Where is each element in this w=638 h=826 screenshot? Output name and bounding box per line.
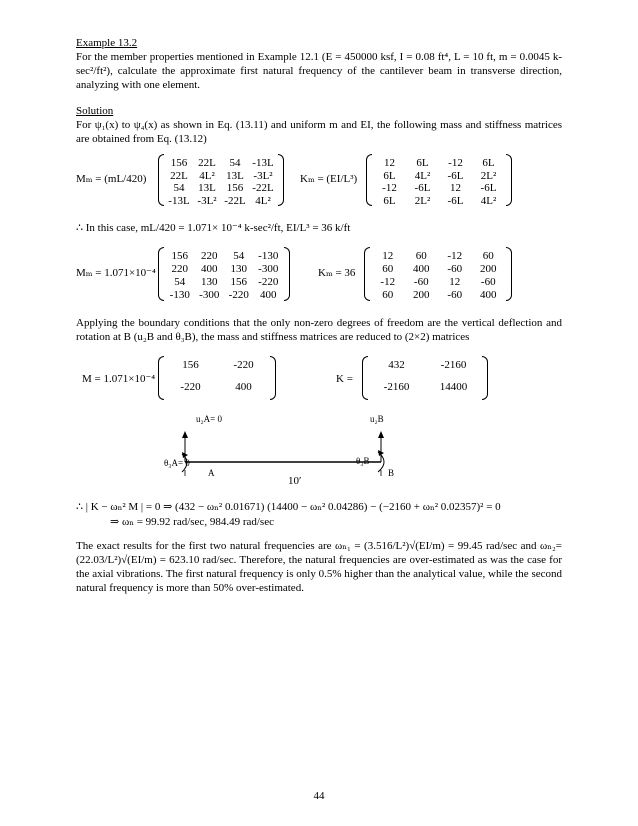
matrix-row <box>158 275 290 287</box>
matrix-cell: -130 <box>169 289 190 301</box>
matrix-cell: 4L² <box>414 169 431 182</box>
matrix-cell: 12 <box>382 250 394 262</box>
matrix-cell: 14400 <box>439 381 468 393</box>
matrix-cell: 12 <box>384 157 395 169</box>
matrix-row <box>362 358 488 370</box>
matrix-row <box>366 169 512 181</box>
matrix-cell: 400 <box>480 289 497 301</box>
symbolic-mass-label: Mₘ = (mL/420) <box>76 173 147 185</box>
matrix-cell: 54 <box>229 157 241 169</box>
matrix-cell: -60 <box>447 289 463 301</box>
matrix-cell: 130 <box>201 276 218 288</box>
matrix-cell: -13L <box>252 157 274 169</box>
theta3b-label: θ₃B <box>356 456 370 466</box>
reduced-stiffness-matrix <box>362 356 488 400</box>
matrix-row <box>366 156 512 168</box>
numeric-stiffness-label: Kₘ = 36 <box>318 267 356 279</box>
u2a-label: u₂A= 0 <box>196 414 222 424</box>
matrix-cell: 6L <box>383 169 396 182</box>
arrowhead-b <box>378 431 384 438</box>
matrix-row <box>364 288 512 300</box>
matrix-row <box>158 380 276 392</box>
matrix-cell: -220 <box>228 289 249 301</box>
label-b: B <box>388 468 395 478</box>
matrix-cell: -2160 <box>440 359 467 371</box>
matrix-cell: 54 <box>174 276 186 288</box>
matrix-cell: -6L <box>447 194 464 207</box>
matrix-cell: -220 <box>180 381 201 393</box>
matrix-cell: 13L <box>226 169 244 182</box>
matrix-cell: 400 <box>201 263 218 275</box>
matrix-cell: -12 <box>382 182 397 194</box>
matrix-cell: 12 <box>449 276 461 288</box>
matrix-cell: -300 <box>199 289 220 301</box>
matrix-cell: 60 <box>382 289 394 301</box>
matrix-cell: 200 <box>413 289 430 301</box>
matrix-cell: -60 <box>480 276 496 288</box>
matrix-cell: 22L <box>198 157 216 169</box>
matrix-cell: 156 <box>171 250 188 262</box>
matrix-cell: 6L <box>482 157 495 169</box>
matrix-cell: -3L² <box>197 194 217 207</box>
symbolic-stiffness-matrix <box>366 154 512 206</box>
matrix-cell: 220 <box>171 263 188 275</box>
label-a: A <box>208 468 215 478</box>
matrix-row <box>158 249 290 261</box>
matrix-cell: -60 <box>413 276 429 288</box>
reduced-stiffness-label: K = <box>336 373 353 385</box>
solution-text: For ψ₁(x) to ψ₄(x) as shown in Eq. (13.11) and uniform m and EI, the following mass and stiffness matrices are obtained from Eq. (13.12) <box>76 119 562 145</box>
matrix-row <box>158 288 290 300</box>
matrix-cell: 156 <box>226 182 244 194</box>
matrix-cell: -2160 <box>383 381 410 393</box>
reduced-mass-label: M = 1.071×10⁻⁴ <box>82 373 156 385</box>
solution-section <box>76 104 562 146</box>
matrix-cell: -60 <box>447 263 463 275</box>
matrix-cell: 400 <box>235 381 252 393</box>
numeric-stiffness-matrix <box>364 247 512 301</box>
matrix-cell: 54 <box>233 250 245 262</box>
matrix-cell: -6L <box>447 169 464 182</box>
determinant-equation: ∴ | K − ωₙ² M | = 0 ⇒ (432 − ωₙ² 0.01671) (14400 − ωₙ² 0.04286) − (−2160 + ωₙ² 0.02357)² = 0 <box>76 501 501 513</box>
frequency-result: ⇒ ωₙ = 99.92 rad/sec, 984.49 rad/sec <box>110 516 274 528</box>
matrix-cell: -12 <box>448 157 463 169</box>
numeric-mass-label: Mₘ = 1.071×10⁻⁴ <box>76 267 156 279</box>
matrix-cell: -6L <box>414 182 431 194</box>
matrix-row <box>158 194 284 206</box>
matrix-cell: 156 <box>182 359 199 371</box>
matrix-cell: 6L <box>416 157 429 169</box>
matrix-cell: 200 <box>480 263 497 275</box>
matrix-cell: 4L² <box>255 194 271 207</box>
boundary-text: Applying the boundary conditions that the only non-zero degrees of freedom are the vertical deflection and rotation at B (u₂B and θ₃B), the mass and stiffness matrices are reduced to (2×2) matrices <box>76 317 562 343</box>
numeric-mass-matrix <box>158 247 290 301</box>
matrix-row <box>364 262 512 274</box>
matrix-cell: 13L <box>198 182 216 194</box>
example-text: For the member properties mentioned in Example 12.1 (E = 450000 ksf, I = 0.08 ft⁴, L = 10 ft, m = 0.0045 k-sec²/ft²), calculate the approximate first natural frequency of the cantilever beam in transverse direction, analyzing with one element. <box>76 51 562 91</box>
symbolic-stiffness-label: Kₘ = (EI/L³) <box>300 173 358 185</box>
matrix-cell: 432 <box>388 359 405 371</box>
matrix-cell: -22L <box>252 182 274 194</box>
matrix-cell: 130 <box>230 263 247 275</box>
matrix-row <box>158 156 284 168</box>
matrix-cell: 6L <box>383 194 396 207</box>
matrix-row <box>158 358 276 370</box>
matrix-cell: -130 <box>258 250 279 262</box>
matrix-row <box>158 169 284 181</box>
matrix-cell: 400 <box>260 289 277 301</box>
matrix-cell: -3L² <box>253 169 273 182</box>
matrix-cell: 156 <box>170 157 188 169</box>
matrix-cell: 60 <box>415 250 427 262</box>
matrix-cell: 156 <box>230 276 247 288</box>
theta3a-label: θ₃A= 0 <box>164 458 190 468</box>
matrix-row <box>362 380 488 392</box>
beam-length-label: 10′ <box>288 475 302 487</box>
reduced-mass-matrix <box>158 356 276 400</box>
matrix-cell: 60 <box>382 263 394 275</box>
matrix-cell: 4L² <box>480 194 497 207</box>
matrix-cell: -300 <box>258 263 279 275</box>
conclusion-text: The exact results for the first two natural frequencies are ωₙ₁ = (3.516/L²)√(EI/m) = 99.45 rad/sec and ωₙ₂= (22.03/L²)√(EI/m) = 623.10 rad/sec. Therefore, the natural frequencies are over-estimated as was the case for the axial vibrations. The first natural frequency is only 0.5% higher than the analytical value, while the second natural frequency is more than 50% over-estimated. <box>76 540 562 594</box>
matrix-cell: 60 <box>482 250 494 262</box>
matrix-row <box>158 262 290 274</box>
matrix-cell: -6L <box>480 182 497 194</box>
matrix-cell: -220 <box>258 276 279 288</box>
matrix-cell: 22L <box>170 169 188 182</box>
arrowhead-a <box>182 431 188 438</box>
matrix-cell: -12 <box>447 250 463 262</box>
example-section <box>76 36 562 92</box>
matrix-cell: 12 <box>450 182 461 194</box>
matrix-cell: 4L² <box>199 169 215 182</box>
page-number: 44 <box>313 790 325 802</box>
matrix-cell: -13L <box>168 194 190 207</box>
matrix-cell: 2L² <box>480 169 497 182</box>
matrix-cell: -12 <box>380 276 396 288</box>
matrix-cell: 2L² <box>414 194 431 207</box>
case-line: ∴ In this case, mL/420 = 1.071× 10⁻⁴ k-sec²/ft, EI/L³ = 36 k/ft <box>76 222 351 234</box>
matrix-cell: 54 <box>173 182 185 194</box>
example-title: Example 13.2 <box>76 37 138 49</box>
symbolic-mass-matrix <box>158 154 284 206</box>
matrix-row <box>364 249 512 261</box>
matrix-row <box>366 194 512 206</box>
matrix-cell: 220 <box>201 250 218 262</box>
solution-heading: Solution <box>76 105 114 117</box>
u2b-label: u₂B <box>370 414 384 424</box>
matrix-cell: -220 <box>233 359 254 371</box>
matrix-row <box>158 181 284 193</box>
matrix-cell: -22L <box>224 194 246 207</box>
matrix-cell: 400 <box>413 263 430 275</box>
matrix-row <box>364 275 512 287</box>
matrix-row <box>366 181 512 193</box>
